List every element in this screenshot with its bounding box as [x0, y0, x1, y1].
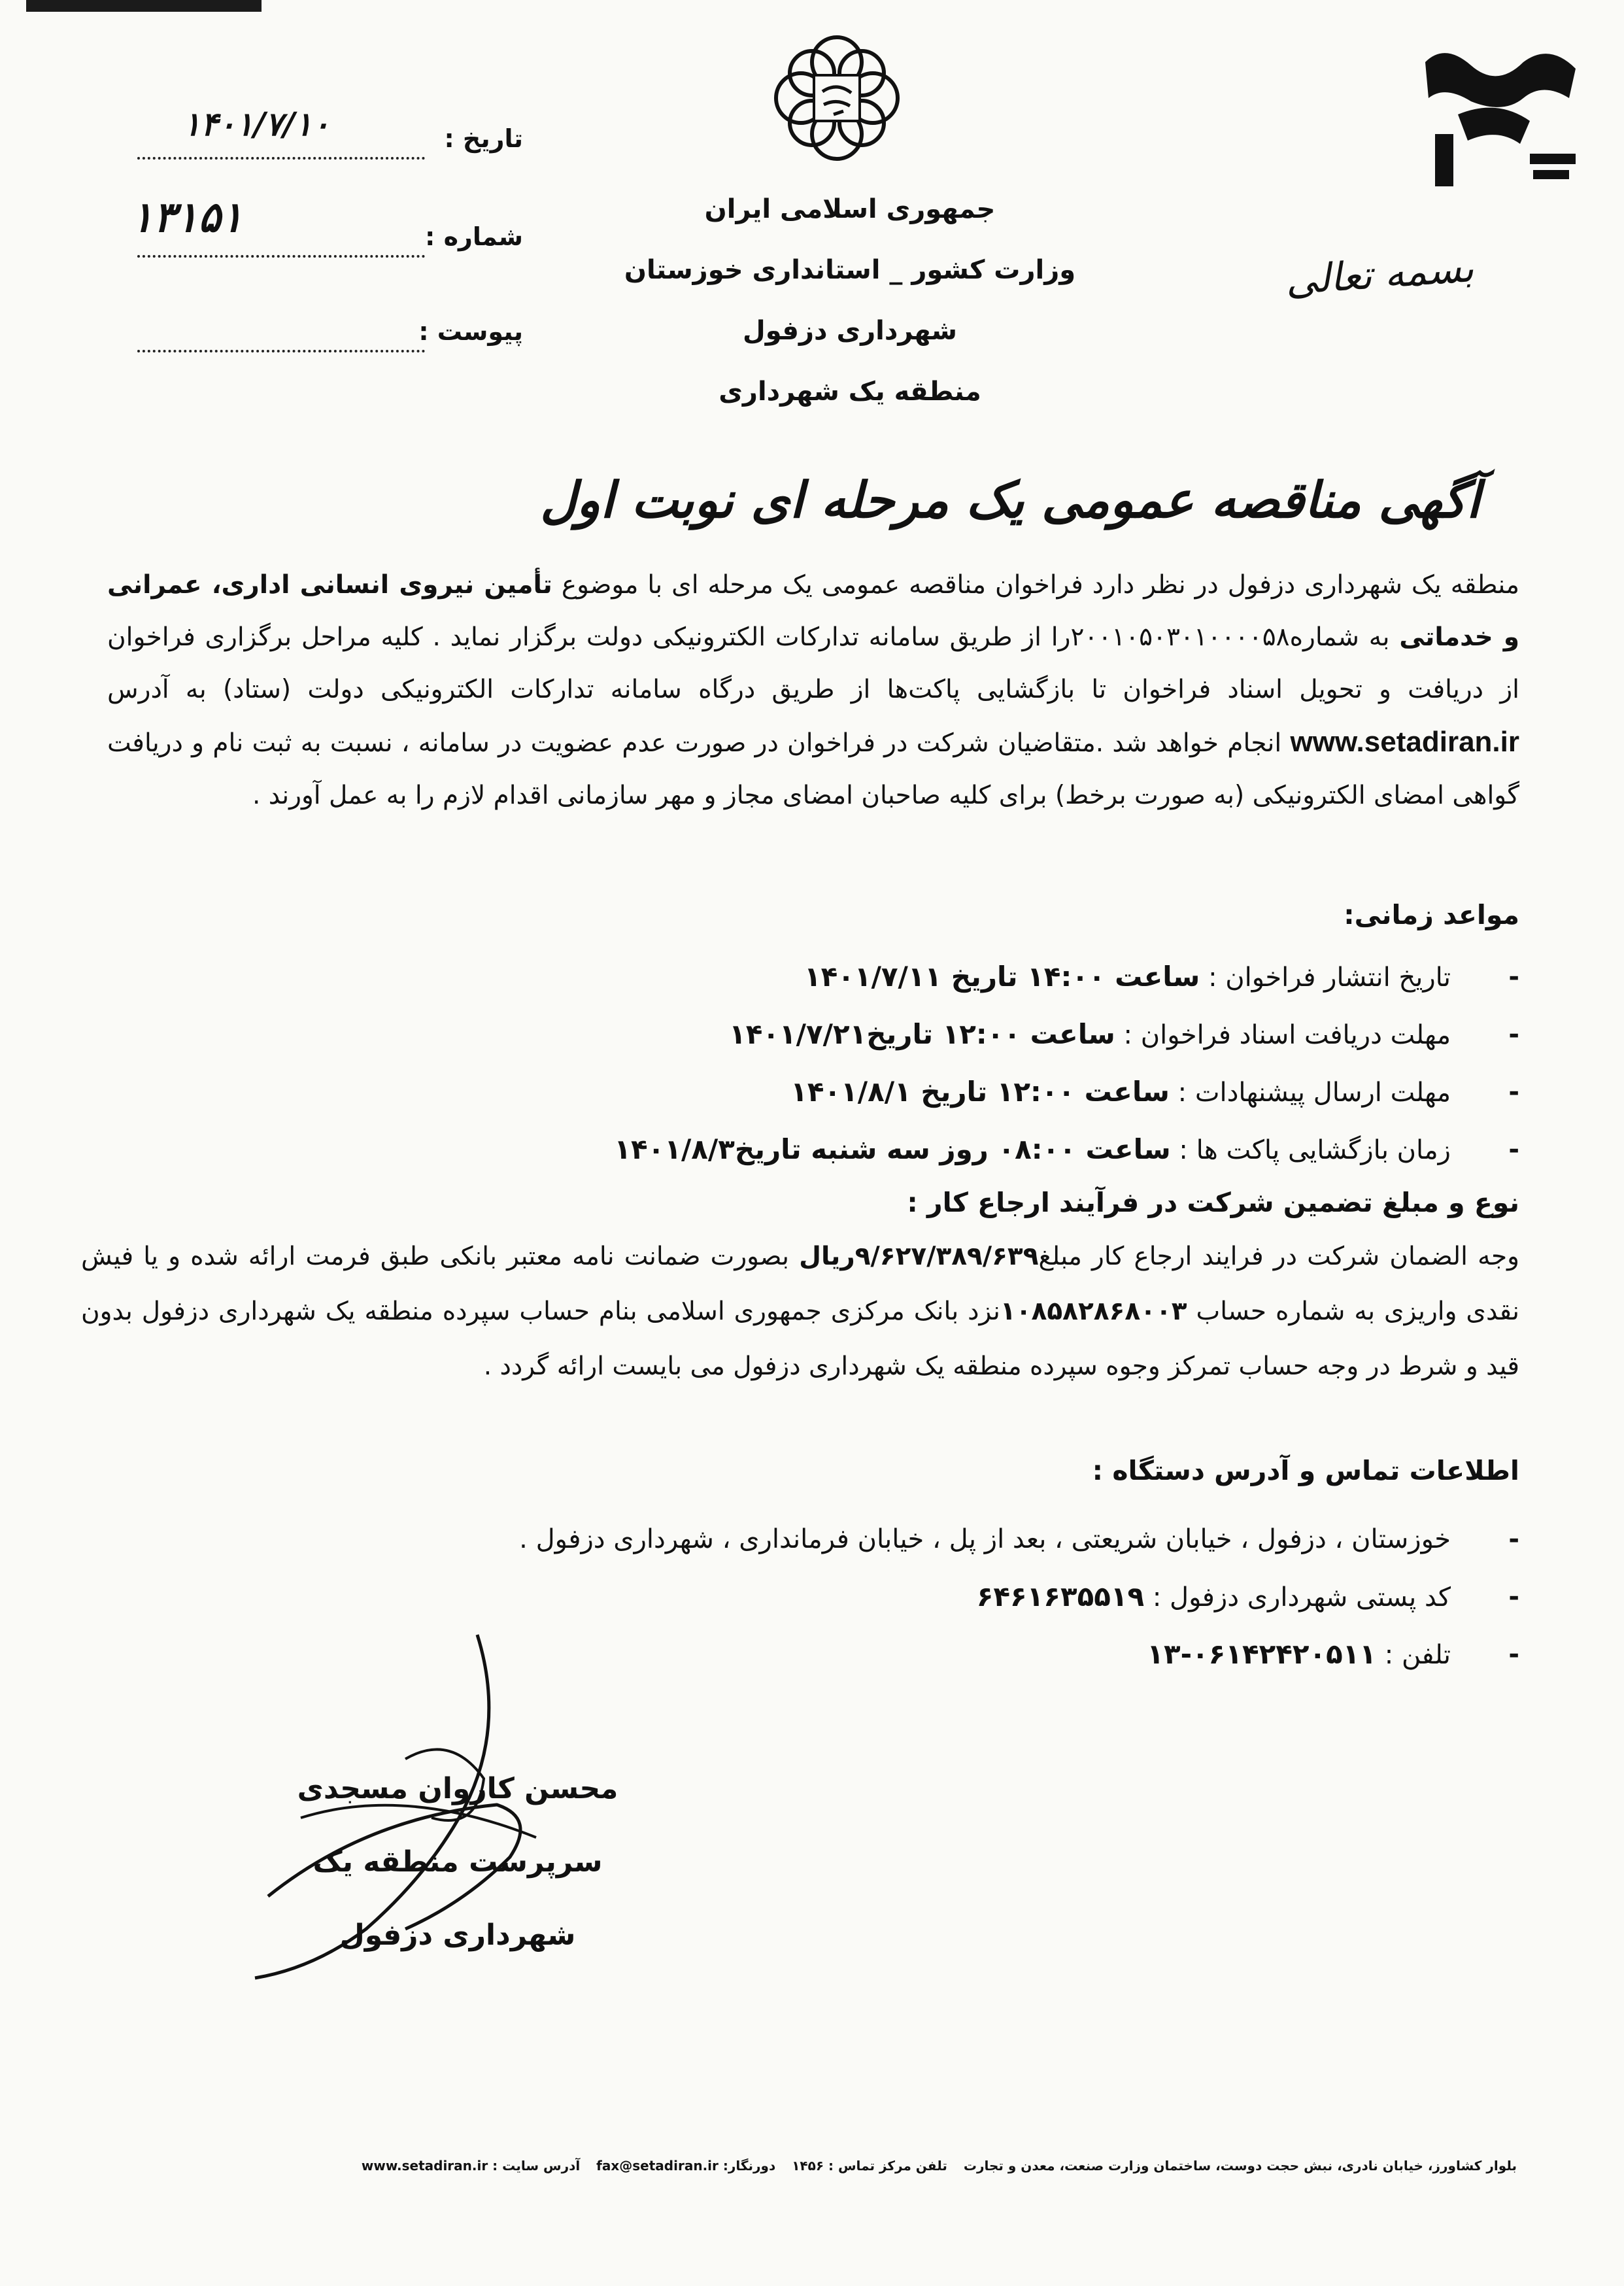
date-field	[131, 105, 523, 163]
guarantee-part-1: وجه الضمان شرکت در فرایند ارجاع کار مبلغ	[1038, 1242, 1519, 1271]
signer-title-line-1: سرپرست منطقه یک	[313, 1845, 603, 1879]
guarantee-paragraph	[81, 1229, 1519, 1394]
intro-part-2: به شماره۲۰۰۱۰۵۰۳۰۱۰۰۰۰۵۸را از طریق سامانه تدارکات الکترونیکی دولت برگزار نماید . کلیه مراحل برگزاری فراخوان از دریافت و تحویل اسناد فراخوان تا بازگشایی پاکت‌ها از طریق درگاه سامانه تدارکات الکترونیکی دولت (ستاد) به آدرس	[107, 623, 1519, 704]
deadline-label: تاریخ انتشار فراخوان :	[1200, 963, 1451, 993]
phone-value: ۰۶۱۴۲۴۲۰۵۱۱-۱۳	[1147, 1638, 1377, 1670]
flower-emblem-icon	[771, 33, 902, 163]
intro-part-3: انجام خواهد شد .متقاضیان شرکت در فراخوان در صورت عدم عضویت در سامانه ، نسبت به ثبت نام و دریافت گواهی امضای الکترونیکی (به صورت برخط) برای کلیه صاحبان امضای مجاز و مهر سازمانی اقدام لازم را به عمل آورند .	[107, 728, 1519, 810]
deadline-label: زمان بازگشایی پاکت ها :	[1170, 1135, 1451, 1165]
deadlines-heading: مواعد زمانی:	[1344, 899, 1519, 930]
number-value: ۱۳۱۵۱	[131, 193, 243, 242]
letterhead	[536, 196, 1164, 439]
signer-name: محسن کاروان مسجدی	[297, 1772, 618, 1805]
deadline-item	[107, 1006, 1519, 1063]
bismillah: بسمه تعالی	[1283, 245, 1476, 304]
deadline-label: مهلت دریافت اسناد فراخوان :	[1115, 1020, 1451, 1050]
header-line-2: وزارت کشور _ استانداری خوزستان	[624, 255, 1076, 285]
municipality-emblem	[771, 33, 902, 163]
intro-part-1: منطقه یک شهرداری دزفول در نظر دارد فراخوان مناقصه عمومی یک مرحله ای با موضوع	[552, 570, 1519, 600]
date-dots	[137, 157, 425, 160]
number-dots	[137, 255, 425, 258]
date-label: تاریخ :	[444, 124, 523, 153]
deadline-value: ساعت ۱۲:۰۰ تاریخ ۱۴۰۱/۸/۱	[790, 1076, 1170, 1108]
intro-paragraph	[107, 559, 1519, 822]
address-text: خوزستان ، دزفول ، خیابان شریعتی ، بعد از پل ، خیابان فرمانداری ، شهرداری دزفول .	[519, 1524, 1451, 1554]
footer-fax: دورنگار: fax@setadiran.ir	[596, 2158, 776, 2174]
guarantee-amount: ۹/۶۲۷/۳۸۹/۶۳۹ریال	[799, 1242, 1039, 1271]
date-value: ۱۴۰۱/۷/۱۰	[183, 105, 330, 143]
setad-footer	[209, 2158, 1517, 2174]
tender-subject: تأمین نیروی انسانی اداری، عمرانی و خدماتی	[107, 570, 1519, 652]
signer-title-line-2: شهرداری دزفول	[339, 1919, 576, 1952]
guarantee-part-3: نزد بانک مرکزی جمهوری اسلامی بنام حساب سپرده منطقه یک شهرداری دزفول بدون قید و شرط در وجه حساب تمرکز وجوه سپرده منطقه یک شهرداری دزفول می بایست ارائه گردد .	[81, 1297, 1519, 1381]
contact-address	[107, 1510, 1519, 1568]
header-line-1: جمهوری اسلامی ایران	[704, 194, 996, 224]
setad-logo	[1399, 36, 1595, 206]
deadline-item	[107, 1063, 1519, 1121]
contact-postal	[107, 1568, 1519, 1626]
scan-edge-mark	[26, 0, 262, 12]
footer-website: آدرس سایت : www.setadiran.ir	[361, 2158, 581, 2174]
deadline-item	[107, 1121, 1519, 1178]
number-field	[131, 193, 523, 262]
attachment-label: پیوست :	[418, 317, 523, 346]
setad-website-link[interactable]: www.setadiran.ir	[1290, 726, 1519, 758]
deadline-value: ساعت ۱۲:۰۰ تاریخ۱۴۰۱/۷/۲۱	[729, 1018, 1115, 1050]
deadline-item	[107, 948, 1519, 1006]
deadline-value: ساعت ۰۸:۰۰ روز سه شنبه تاریخ۱۴۰۱/۸/۳	[614, 1133, 1171, 1165]
header-line-3: شهرداری دزفول	[742, 316, 957, 346]
postal-value: ۶۴۶۱۶۳۵۵۱۹	[976, 1580, 1145, 1612]
deadline-label: مهلت ارسال پیشنهادات :	[1169, 1078, 1451, 1108]
notice-title: آگهی مناقصه عمومی یک مرحله ای نوبت اول	[540, 471, 1480, 529]
guarantee-heading: نوع و مبلغ تضمین شرکت در فرآیند ارجاع کار :	[907, 1187, 1519, 1218]
setad-logo-graphic	[1399, 36, 1595, 206]
attachment-dots	[137, 350, 425, 352]
deadlines-list	[107, 948, 1519, 1178]
header-line-4: منطقه یک شهرداری	[719, 377, 981, 407]
account-number: ۱۰۸۵۸۲۸۶۸۰۰۳	[1000, 1297, 1187, 1326]
number-label: شماره :	[425, 222, 523, 251]
deadline-value: ساعت ۱۴:۰۰ تاریخ ۱۴۰۱/۷/۱۱	[804, 961, 1200, 993]
attachment-field	[131, 317, 523, 356]
postal-label: کد پستی شهرداری دزفول :	[1144, 1582, 1451, 1612]
phone-label: تلفن :	[1376, 1640, 1451, 1670]
signer-block	[275, 1752, 641, 1972]
guarantee-part-2: بصورت ضمانت نامه معتبر بانکی طبق فرمت ارائه شده و یا فیش نقدی واریزی به شماره حساب	[81, 1242, 1519, 1326]
footer-call-center: تلفن مرکز تماس : ۱۴۵۶	[792, 2158, 947, 2174]
footer-address: بلوار کشاورز، خیابان نادری، نبش حجت دوست، ساختمان وزارت صنعت، معدن و تجارت	[963, 2158, 1517, 2174]
contact-heading: اطلاعات تماس و آدرس دستگاه :	[1092, 1455, 1519, 1486]
